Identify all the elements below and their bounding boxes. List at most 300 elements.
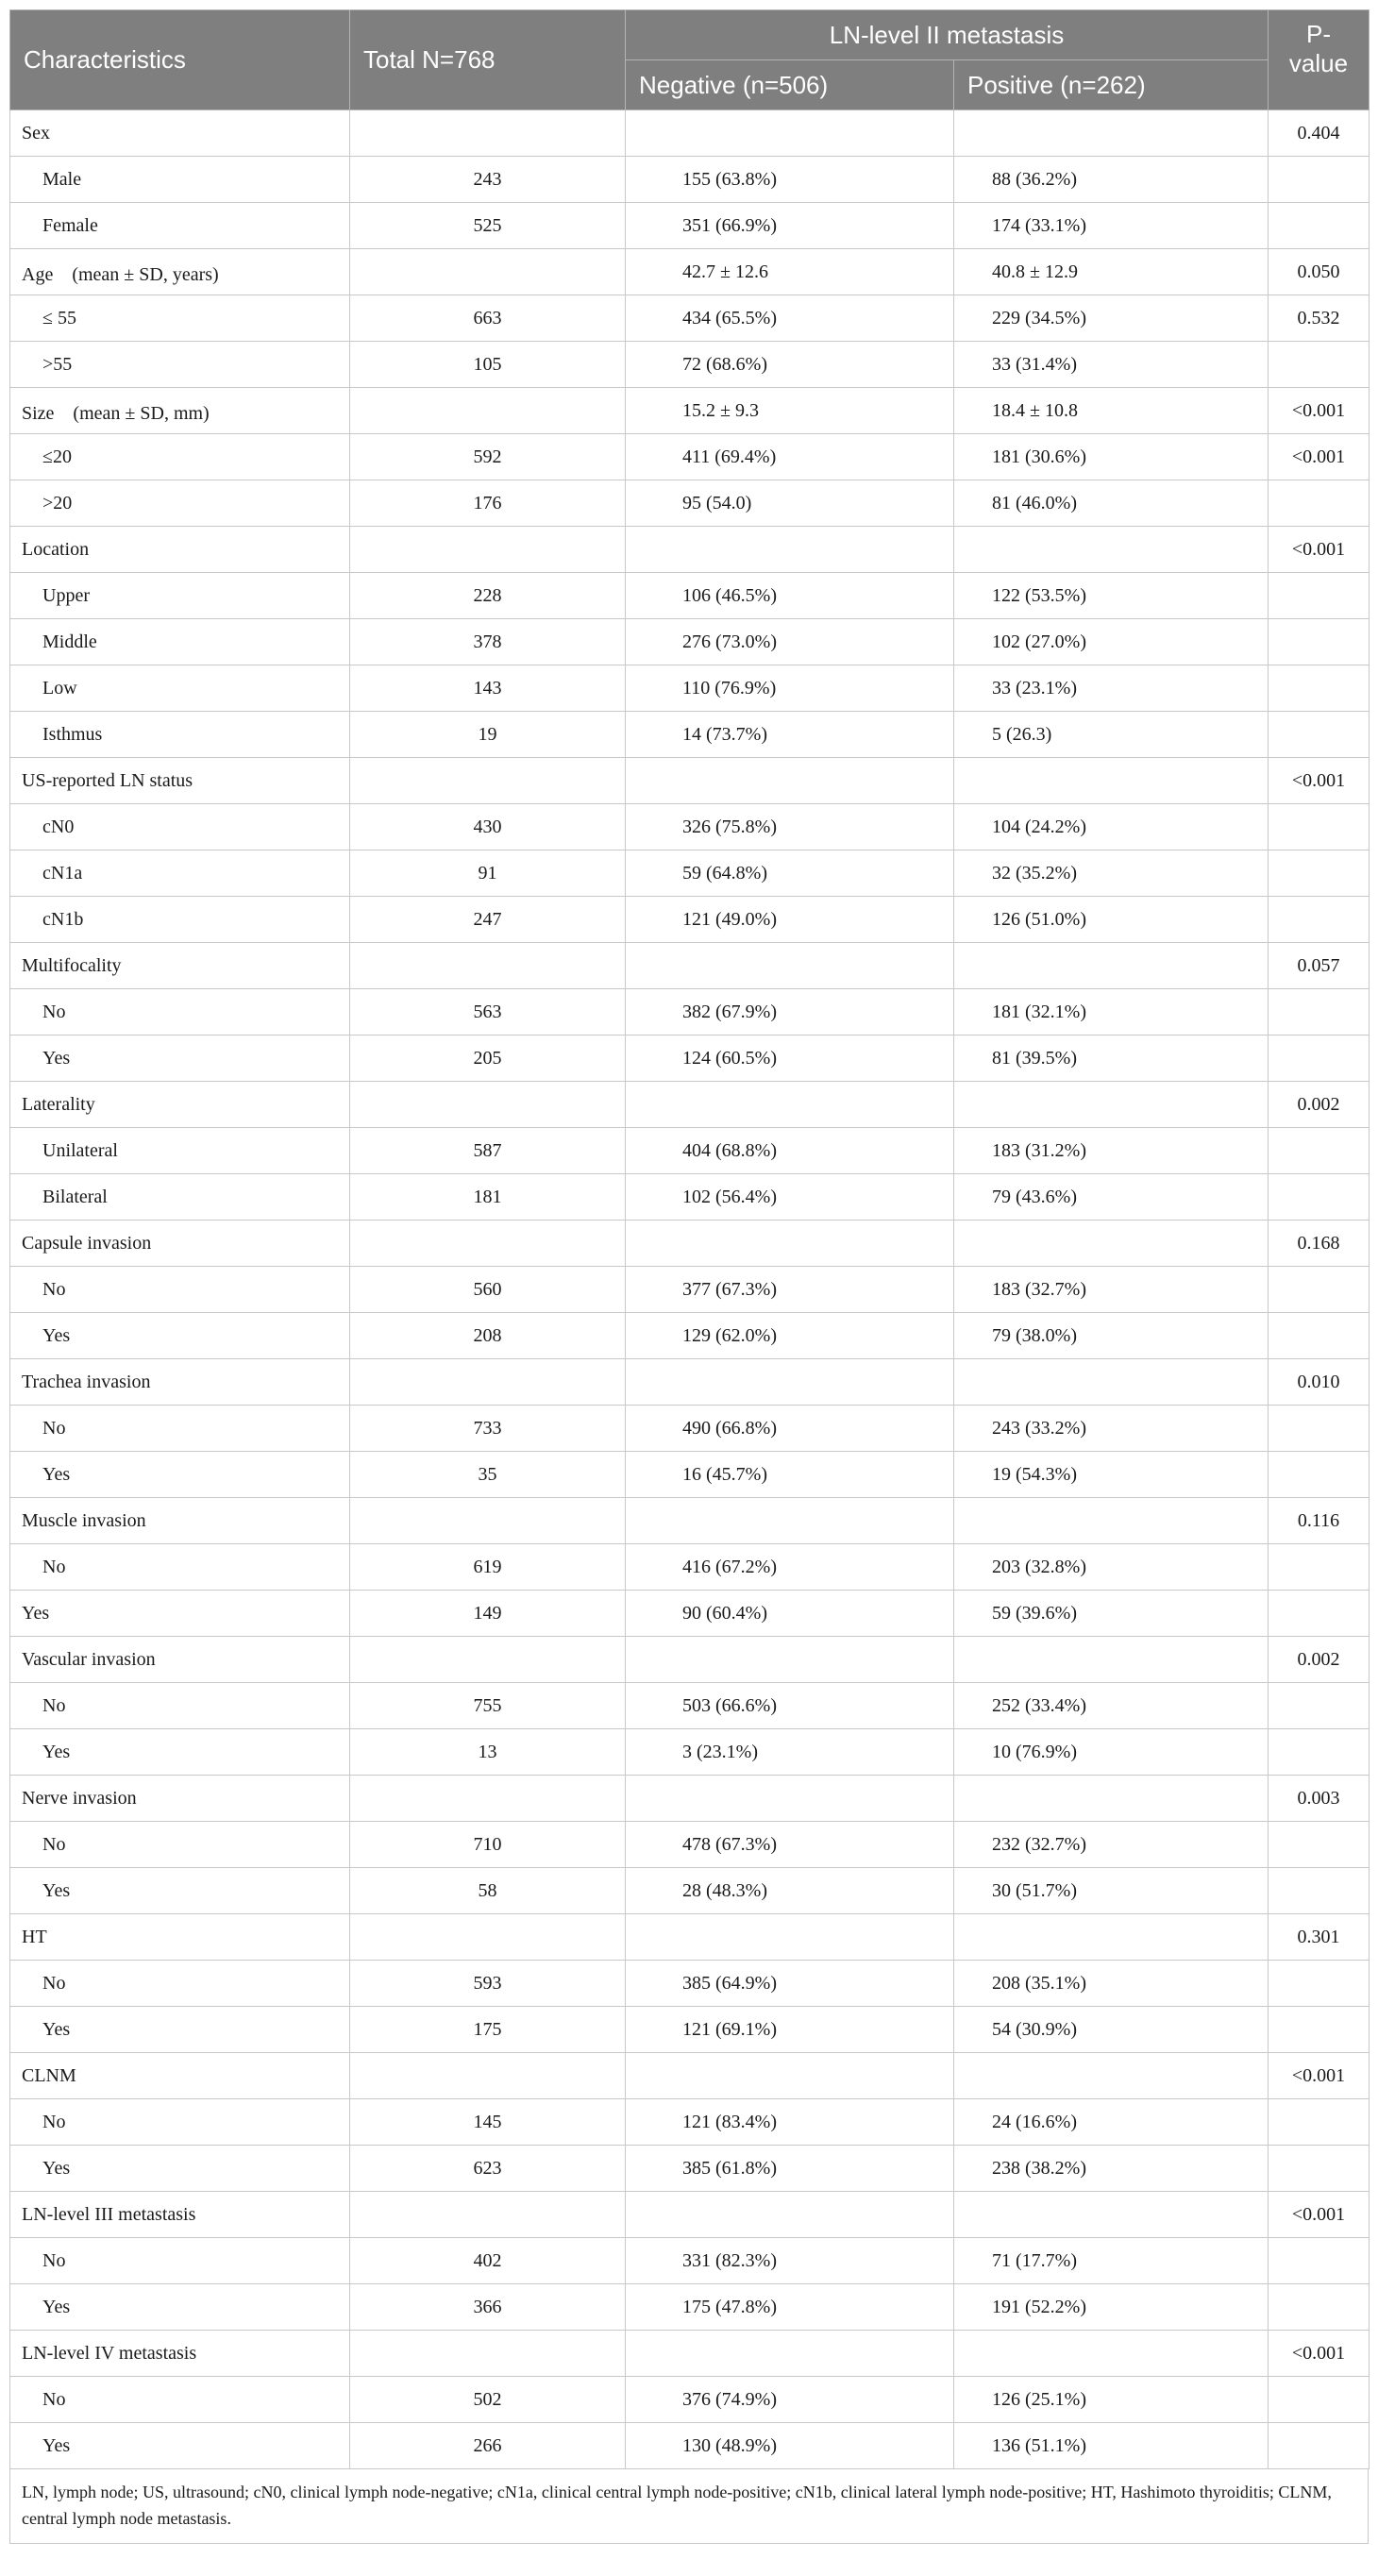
row-label: No bbox=[10, 2238, 350, 2284]
row-label: Yes bbox=[10, 1452, 350, 1498]
row-label: Sex bbox=[10, 110, 350, 157]
cell-pvalue bbox=[1269, 480, 1370, 527]
cell-total: 105 bbox=[350, 342, 626, 388]
cell-pvalue bbox=[1269, 1961, 1370, 2007]
cell-total: 563 bbox=[350, 989, 626, 1035]
table-row bbox=[10, 573, 1370, 619]
cell-positive: 30 (51.7%) bbox=[954, 1868, 1269, 1914]
header-total: Total N=768 bbox=[350, 10, 626, 110]
cell-negative: 434 (65.5%) bbox=[626, 295, 954, 342]
cell-positive: 136 (51.1%) bbox=[954, 2423, 1269, 2469]
cell-pvalue bbox=[1269, 2377, 1370, 2423]
cell-total bbox=[350, 249, 626, 295]
row-label: Yes bbox=[10, 2007, 350, 2053]
cell-pvalue: <0.001 bbox=[1269, 2192, 1370, 2238]
cell-pvalue bbox=[1269, 1822, 1370, 1868]
cell-negative: 121 (49.0%) bbox=[626, 897, 954, 943]
cell-total: 430 bbox=[350, 804, 626, 850]
row-label: Male bbox=[10, 157, 350, 203]
cell-negative: 121 (69.1%) bbox=[626, 2007, 954, 2053]
row-label: >55 bbox=[10, 342, 350, 388]
cell-pvalue: 0.301 bbox=[1269, 1914, 1370, 1961]
cell-positive: 79 (38.0%) bbox=[954, 1313, 1269, 1359]
cell-pvalue bbox=[1269, 1174, 1370, 1221]
table-row bbox=[10, 1359, 1370, 1406]
table-row bbox=[10, 1452, 1370, 1498]
table-row bbox=[10, 1313, 1370, 1359]
cell-pvalue: 0.050 bbox=[1269, 249, 1370, 295]
table-row bbox=[10, 480, 1370, 527]
cell-positive: 18.4 ± 10.8 bbox=[954, 388, 1269, 434]
cell-pvalue bbox=[1269, 1452, 1370, 1498]
cell-total bbox=[350, 1221, 626, 1267]
row-label: Yes bbox=[10, 1868, 350, 1914]
cell-negative bbox=[626, 1637, 954, 1683]
cell-positive: 174 (33.1%) bbox=[954, 203, 1269, 249]
row-label: Unilateral bbox=[10, 1128, 350, 1174]
cell-negative: 376 (74.9%) bbox=[626, 2377, 954, 2423]
header-pvalue: P-value bbox=[1269, 10, 1370, 110]
cell-pvalue bbox=[1269, 665, 1370, 712]
cell-pvalue: <0.001 bbox=[1269, 2331, 1370, 2377]
cell-negative bbox=[626, 758, 954, 804]
cell-positive bbox=[954, 1359, 1269, 1406]
cell-total: 623 bbox=[350, 2146, 626, 2192]
cell-negative: 411 (69.4%) bbox=[626, 434, 954, 480]
cell-positive: 102 (27.0%) bbox=[954, 619, 1269, 665]
cell-positive: 104 (24.2%) bbox=[954, 804, 1269, 850]
cell-total: 587 bbox=[350, 1128, 626, 1174]
cell-positive: 208 (35.1%) bbox=[954, 1961, 1269, 2007]
cell-pvalue: 0.404 bbox=[1269, 110, 1370, 157]
table-row bbox=[10, 2423, 1370, 2469]
cell-pvalue bbox=[1269, 203, 1370, 249]
row-label: ≤ 55 bbox=[10, 295, 350, 342]
cell-positive: 252 (33.4%) bbox=[954, 1683, 1269, 1729]
row-label: Capsule invasion bbox=[10, 1221, 350, 1267]
table-row bbox=[10, 1637, 1370, 1683]
cell-negative: 155 (63.8%) bbox=[626, 157, 954, 203]
cell-pvalue bbox=[1269, 1406, 1370, 1452]
cell-total: 143 bbox=[350, 665, 626, 712]
cell-pvalue bbox=[1269, 2146, 1370, 2192]
cell-positive: 181 (30.6%) bbox=[954, 434, 1269, 480]
table-footnote: LN, lymph node; US, ultrasound; cN0, clinical lymph node-negative; cN1a, clinical central lymph node-positive; cN1b, clinical lateral lymph node-positive; HT, Hashimoto thyroiditis; CLNM, central lymph node metastasis. bbox=[9, 2469, 1369, 2544]
cell-negative bbox=[626, 2331, 954, 2377]
cell-negative bbox=[626, 1359, 954, 1406]
cell-total bbox=[350, 1498, 626, 1544]
table-row bbox=[10, 712, 1370, 758]
row-label: Size (mean ± SD, mm) bbox=[10, 388, 350, 434]
cell-negative: 478 (67.3%) bbox=[626, 1822, 954, 1868]
cell-positive: 191 (52.2%) bbox=[954, 2284, 1269, 2331]
row-label: No bbox=[10, 2377, 350, 2423]
table-row bbox=[10, 1868, 1370, 1914]
cell-positive: 59 (39.6%) bbox=[954, 1591, 1269, 1637]
cell-total: 247 bbox=[350, 897, 626, 943]
row-label: Muscle invasion bbox=[10, 1498, 350, 1544]
cell-positive: 19 (54.3%) bbox=[954, 1452, 1269, 1498]
table-row bbox=[10, 1822, 1370, 1868]
table-row bbox=[10, 2192, 1370, 2238]
cell-pvalue bbox=[1269, 850, 1370, 897]
row-label: Age (mean ± SD, years) bbox=[10, 249, 350, 295]
cell-positive bbox=[954, 943, 1269, 989]
table-row bbox=[10, 1128, 1370, 1174]
cell-pvalue: 0.003 bbox=[1269, 1776, 1370, 1822]
cell-total bbox=[350, 943, 626, 989]
row-label: No bbox=[10, 2099, 350, 2146]
cell-negative: 331 (82.3%) bbox=[626, 2238, 954, 2284]
cell-total: 733 bbox=[350, 1406, 626, 1452]
row-label: Yes bbox=[10, 2423, 350, 2469]
cell-pvalue bbox=[1269, 1267, 1370, 1313]
row-label: Middle bbox=[10, 619, 350, 665]
cell-pvalue bbox=[1269, 1035, 1370, 1082]
row-label: >20 bbox=[10, 480, 350, 527]
cell-positive: 79 (43.6%) bbox=[954, 1174, 1269, 1221]
row-label: LN-level IV metastasis bbox=[10, 2331, 350, 2377]
cell-positive: 243 (33.2%) bbox=[954, 1406, 1269, 1452]
cell-positive bbox=[954, 1637, 1269, 1683]
table-row bbox=[10, 850, 1370, 897]
cell-positive bbox=[954, 1914, 1269, 1961]
cell-positive: 232 (32.7%) bbox=[954, 1822, 1269, 1868]
cell-negative bbox=[626, 1221, 954, 1267]
cell-negative bbox=[626, 1914, 954, 1961]
cell-negative: 175 (47.8%) bbox=[626, 2284, 954, 2331]
row-label: Upper bbox=[10, 573, 350, 619]
cell-negative: 72 (68.6%) bbox=[626, 342, 954, 388]
row-label: No bbox=[10, 989, 350, 1035]
table-row bbox=[10, 1544, 1370, 1591]
cell-total: 710 bbox=[350, 1822, 626, 1868]
cell-positive bbox=[954, 1221, 1269, 1267]
cell-pvalue: <0.001 bbox=[1269, 527, 1370, 573]
cell-pvalue bbox=[1269, 897, 1370, 943]
cell-positive: 183 (31.2%) bbox=[954, 1128, 1269, 1174]
cell-positive: 229 (34.5%) bbox=[954, 295, 1269, 342]
cell-pvalue bbox=[1269, 1591, 1370, 1637]
row-label: No bbox=[10, 1544, 350, 1591]
cell-negative: 3 (23.1%) bbox=[626, 1729, 954, 1776]
row-label: cN1b bbox=[10, 897, 350, 943]
cell-pvalue bbox=[1269, 2099, 1370, 2146]
cell-total: 208 bbox=[350, 1313, 626, 1359]
cell-pvalue bbox=[1269, 1313, 1370, 1359]
cell-total: 663 bbox=[350, 295, 626, 342]
row-label: cN0 bbox=[10, 804, 350, 850]
row-label: ≤20 bbox=[10, 434, 350, 480]
cell-positive: 181 (32.1%) bbox=[954, 989, 1269, 1035]
table-row bbox=[10, 1914, 1370, 1961]
cell-positive: 24 (16.6%) bbox=[954, 2099, 1269, 2146]
table-row bbox=[10, 758, 1370, 804]
row-label: Low bbox=[10, 665, 350, 712]
cell-negative: 416 (67.2%) bbox=[626, 1544, 954, 1591]
cell-negative: 326 (75.8%) bbox=[626, 804, 954, 850]
row-label: No bbox=[10, 1822, 350, 1868]
cell-negative: 382 (67.9%) bbox=[626, 989, 954, 1035]
table-body bbox=[10, 110, 1370, 2469]
cell-total: 149 bbox=[350, 1591, 626, 1637]
cell-positive bbox=[954, 758, 1269, 804]
row-label: No bbox=[10, 1683, 350, 1729]
cell-total: 35 bbox=[350, 1452, 626, 1498]
cell-pvalue bbox=[1269, 619, 1370, 665]
cell-positive bbox=[954, 2331, 1269, 2377]
cell-total: 243 bbox=[350, 157, 626, 203]
row-label: No bbox=[10, 1961, 350, 2007]
cell-positive: 203 (32.8%) bbox=[954, 1544, 1269, 1591]
row-label: LN-level III metastasis bbox=[10, 2192, 350, 2238]
cell-negative: 385 (64.9%) bbox=[626, 1961, 954, 2007]
cell-negative: 276 (73.0%) bbox=[626, 619, 954, 665]
row-label: CLNM bbox=[10, 2053, 350, 2099]
cell-pvalue bbox=[1269, 712, 1370, 758]
table-row bbox=[10, 1221, 1370, 1267]
row-label: Female bbox=[10, 203, 350, 249]
table-row bbox=[10, 1729, 1370, 1776]
cell-total bbox=[350, 388, 626, 434]
table-row bbox=[10, 249, 1370, 295]
row-label: No bbox=[10, 1406, 350, 1452]
cell-positive: 81 (46.0%) bbox=[954, 480, 1269, 527]
table-row bbox=[10, 2007, 1370, 2053]
table-row bbox=[10, 2238, 1370, 2284]
header-negative: Negative (n=506) bbox=[626, 60, 954, 110]
cell-total: 378 bbox=[350, 619, 626, 665]
row-label: Yes bbox=[10, 1035, 350, 1082]
row-label: Bilateral bbox=[10, 1174, 350, 1221]
table-row bbox=[10, 1683, 1370, 1729]
cell-total: 366 bbox=[350, 2284, 626, 2331]
cell-negative: 377 (67.3%) bbox=[626, 1267, 954, 1313]
cell-positive: 183 (32.7%) bbox=[954, 1267, 1269, 1313]
row-label: Nerve invasion bbox=[10, 1776, 350, 1822]
cell-pvalue bbox=[1269, 1683, 1370, 1729]
table-container bbox=[9, 9, 1369, 2544]
cell-pvalue bbox=[1269, 1544, 1370, 1591]
table-row bbox=[10, 1082, 1370, 1128]
table-row bbox=[10, 1498, 1370, 1544]
cell-negative: 404 (68.8%) bbox=[626, 1128, 954, 1174]
cell-total: 266 bbox=[350, 2423, 626, 2469]
cell-negative: 102 (56.4%) bbox=[626, 1174, 954, 1221]
cell-total: 592 bbox=[350, 434, 626, 480]
table-row bbox=[10, 897, 1370, 943]
cell-negative: 385 (61.8%) bbox=[626, 2146, 954, 2192]
table-row bbox=[10, 527, 1370, 573]
table-row bbox=[10, 1267, 1370, 1313]
cell-negative bbox=[626, 943, 954, 989]
row-label: No bbox=[10, 1267, 350, 1313]
cell-pvalue: 0.002 bbox=[1269, 1637, 1370, 1683]
cell-pvalue bbox=[1269, 804, 1370, 850]
cell-total bbox=[350, 1637, 626, 1683]
cell-negative: 42.7 ± 12.6 bbox=[626, 249, 954, 295]
table-row bbox=[10, 2331, 1370, 2377]
cell-negative: 110 (76.9%) bbox=[626, 665, 954, 712]
cell-negative: 59 (64.8%) bbox=[626, 850, 954, 897]
cell-pvalue: 0.002 bbox=[1269, 1082, 1370, 1128]
cell-positive: 32 (35.2%) bbox=[954, 850, 1269, 897]
cell-pvalue bbox=[1269, 2007, 1370, 2053]
cell-total: 58 bbox=[350, 1868, 626, 1914]
cell-positive bbox=[954, 2192, 1269, 2238]
cell-positive: 5 (26.3) bbox=[954, 712, 1269, 758]
cell-total bbox=[350, 758, 626, 804]
cell-negative bbox=[626, 1498, 954, 1544]
characteristics-table bbox=[9, 9, 1370, 2469]
table-row bbox=[10, 434, 1370, 480]
cell-negative: 106 (46.5%) bbox=[626, 573, 954, 619]
cell-positive: 40.8 ± 12.9 bbox=[954, 249, 1269, 295]
row-label: Laterality bbox=[10, 1082, 350, 1128]
cell-total: 181 bbox=[350, 1174, 626, 1221]
header-characteristics: Characteristics bbox=[10, 10, 350, 110]
cell-pvalue bbox=[1269, 1868, 1370, 1914]
cell-pvalue bbox=[1269, 2284, 1370, 2331]
row-label: Yes bbox=[10, 1729, 350, 1776]
cell-negative: 129 (62.0%) bbox=[626, 1313, 954, 1359]
cell-positive bbox=[954, 1082, 1269, 1128]
cell-negative: 121 (83.4%) bbox=[626, 2099, 954, 2146]
cell-positive bbox=[954, 527, 1269, 573]
cell-pvalue: 0.116 bbox=[1269, 1498, 1370, 1544]
cell-total: 593 bbox=[350, 1961, 626, 2007]
row-label: cN1a bbox=[10, 850, 350, 897]
cell-positive: 122 (53.5%) bbox=[954, 573, 1269, 619]
cell-pvalue: 0.010 bbox=[1269, 1359, 1370, 1406]
cell-total: 525 bbox=[350, 203, 626, 249]
table-row bbox=[10, 2146, 1370, 2192]
cell-negative: 90 (60.4%) bbox=[626, 1591, 954, 1637]
cell-negative: 14 (73.7%) bbox=[626, 712, 954, 758]
cell-positive: 81 (39.5%) bbox=[954, 1035, 1269, 1082]
cell-negative: 503 (66.6%) bbox=[626, 1683, 954, 1729]
table-row bbox=[10, 110, 1370, 157]
cell-pvalue: <0.001 bbox=[1269, 388, 1370, 434]
row-label: HT bbox=[10, 1914, 350, 1961]
cell-total bbox=[350, 1914, 626, 1961]
cell-positive bbox=[954, 110, 1269, 157]
row-label: Yes bbox=[10, 1591, 350, 1637]
cell-total: 228 bbox=[350, 573, 626, 619]
cell-total bbox=[350, 2053, 626, 2099]
table-row bbox=[10, 665, 1370, 712]
cell-positive: 33 (23.1%) bbox=[954, 665, 1269, 712]
cell-positive: 54 (30.9%) bbox=[954, 2007, 1269, 2053]
table-row bbox=[10, 203, 1370, 249]
cell-total bbox=[350, 527, 626, 573]
table-row bbox=[10, 943, 1370, 989]
row-label: Yes bbox=[10, 2284, 350, 2331]
cell-total: 205 bbox=[350, 1035, 626, 1082]
table-row bbox=[10, 2377, 1370, 2423]
cell-total bbox=[350, 1359, 626, 1406]
cell-total: 175 bbox=[350, 2007, 626, 2053]
cell-pvalue bbox=[1269, 342, 1370, 388]
cell-total: 91 bbox=[350, 850, 626, 897]
cell-negative: 95 (54.0) bbox=[626, 480, 954, 527]
cell-total: 176 bbox=[350, 480, 626, 527]
cell-negative: 351 (66.9%) bbox=[626, 203, 954, 249]
cell-positive: 33 (31.4%) bbox=[954, 342, 1269, 388]
cell-positive bbox=[954, 2053, 1269, 2099]
header-positive: Positive (n=262) bbox=[954, 60, 1269, 110]
cell-positive bbox=[954, 1498, 1269, 1544]
table-row bbox=[10, 989, 1370, 1035]
table-row bbox=[10, 619, 1370, 665]
cell-negative: 28 (48.3%) bbox=[626, 1868, 954, 1914]
cell-positive: 71 (17.7%) bbox=[954, 2238, 1269, 2284]
table-row bbox=[10, 157, 1370, 203]
table-row bbox=[10, 2099, 1370, 2146]
table-header bbox=[10, 10, 1370, 110]
cell-negative bbox=[626, 2053, 954, 2099]
cell-total: 755 bbox=[350, 1683, 626, 1729]
cell-pvalue bbox=[1269, 2423, 1370, 2469]
cell-total: 560 bbox=[350, 1267, 626, 1313]
row-label: Multifocality bbox=[10, 943, 350, 989]
cell-negative: 16 (45.7%) bbox=[626, 1452, 954, 1498]
cell-negative: 130 (48.9%) bbox=[626, 2423, 954, 2469]
cell-negative bbox=[626, 2192, 954, 2238]
cell-total bbox=[350, 110, 626, 157]
cell-pvalue bbox=[1269, 573, 1370, 619]
table-row bbox=[10, 1035, 1370, 1082]
table-row bbox=[10, 1776, 1370, 1822]
cell-pvalue: 0.057 bbox=[1269, 943, 1370, 989]
cell-positive: 10 (76.9%) bbox=[954, 1729, 1269, 1776]
table-row bbox=[10, 342, 1370, 388]
cell-total: 13 bbox=[350, 1729, 626, 1776]
cell-negative: 15.2 ± 9.3 bbox=[626, 388, 954, 434]
cell-pvalue bbox=[1269, 1729, 1370, 1776]
cell-pvalue: 0.532 bbox=[1269, 295, 1370, 342]
table-row bbox=[10, 2053, 1370, 2099]
cell-positive: 126 (25.1%) bbox=[954, 2377, 1269, 2423]
cell-pvalue bbox=[1269, 157, 1370, 203]
cell-total bbox=[350, 1776, 626, 1822]
cell-negative bbox=[626, 1776, 954, 1822]
cell-pvalue: <0.001 bbox=[1269, 2053, 1370, 2099]
cell-positive bbox=[954, 1776, 1269, 1822]
table-row bbox=[10, 1174, 1370, 1221]
row-label: Vascular invasion bbox=[10, 1637, 350, 1683]
cell-pvalue: <0.001 bbox=[1269, 434, 1370, 480]
cell-total: 502 bbox=[350, 2377, 626, 2423]
cell-total: 619 bbox=[350, 1544, 626, 1591]
cell-positive: 238 (38.2%) bbox=[954, 2146, 1269, 2192]
cell-negative: 124 (60.5%) bbox=[626, 1035, 954, 1082]
row-label: US-reported LN status bbox=[10, 758, 350, 804]
row-label: Isthmus bbox=[10, 712, 350, 758]
table-row bbox=[10, 295, 1370, 342]
cell-positive: 126 (51.0%) bbox=[954, 897, 1269, 943]
cell-negative bbox=[626, 110, 954, 157]
table-row bbox=[10, 1406, 1370, 1452]
table-row bbox=[10, 1961, 1370, 2007]
row-label: Yes bbox=[10, 1313, 350, 1359]
table-row bbox=[10, 804, 1370, 850]
cell-total: 19 bbox=[350, 712, 626, 758]
cell-total bbox=[350, 2192, 626, 2238]
cell-negative: 490 (66.8%) bbox=[626, 1406, 954, 1452]
cell-pvalue: <0.001 bbox=[1269, 758, 1370, 804]
row-label: Trachea invasion bbox=[10, 1359, 350, 1406]
